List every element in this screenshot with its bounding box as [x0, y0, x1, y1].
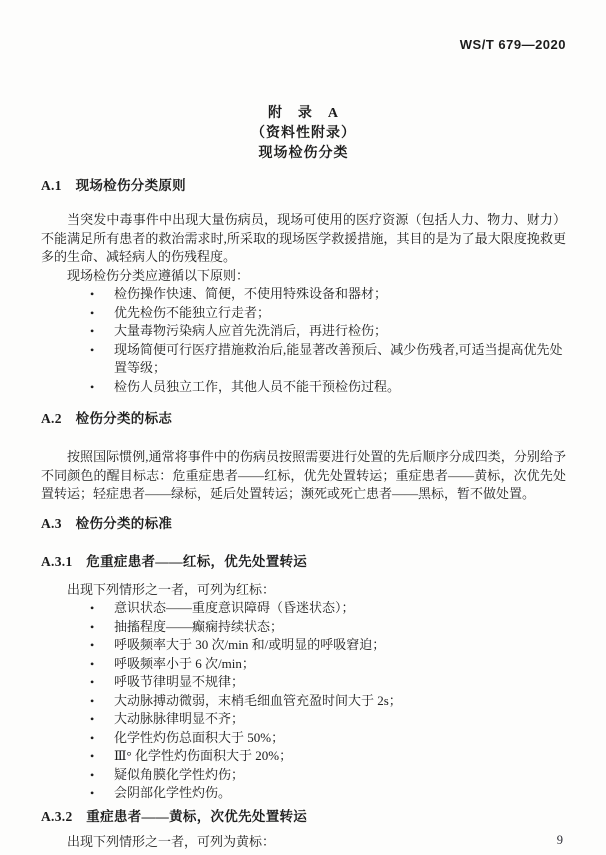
bullet-icon: •: [90, 305, 95, 320]
list-item-text: 抽搐程度——癫痫持续状态；: [114, 618, 284, 634]
list-item-text: 大动脉脉律明显不齐；: [114, 711, 245, 726]
bullet-icon: •: [90, 379, 95, 394]
list-item-text: 呼吸节律明显不规律；: [114, 674, 245, 689]
page-number: 9: [556, 833, 563, 847]
list-item-text: 检伤人员独立工作，其他人员不能干预检伤过程。: [114, 378, 401, 394]
list-item-text: 检伤操作快速、简便，不使用特殊设备和器材；: [114, 286, 388, 301]
section-heading-a1: A.1 现场检伤分类原则: [41, 178, 186, 193]
bullet-icon: •: [90, 619, 95, 634]
section-heading-a31: A.3.1 危重症患者——红标，优先处置转运: [41, 553, 308, 569]
section-a1-principles-intro: 现场检伤分类应遵循以下原则：: [67, 267, 250, 283]
bullet-icon: •: [90, 767, 95, 782]
appendix-title-block: [41, 104, 566, 164]
bullet-icon: •: [90, 601, 95, 615]
section-a31-bullet-list: [41, 599, 566, 803]
list-item: [41, 747, 566, 766]
appendix-title-line3: 现场检伤分类: [258, 146, 349, 161]
list-item: [41, 618, 566, 637]
list-item: [41, 655, 566, 674]
section-a32-intro: 出现下列情形之一者，可列为黄标：: [67, 833, 276, 849]
list-item: [41, 784, 566, 803]
list-item-text: 会阴部化学性灼伤。: [114, 785, 232, 800]
section-a2-paragraph: 按照国际惯例,通常将事件中的伤病员按照需要进行处置的先后顺序分成四类，分别给予不同颜色的醒目标志：危重症患者——红标，优先处置转运；重症患者——黄标，次优先处置转运；轻症患者——绿标，延后处置转运；濒死或死亡患者——黑标，暂不做处置。: [41, 449, 566, 501]
list-item-text: 大量毒物污染病人应首先洗消后，再进行检伤；: [114, 323, 388, 338]
list-item: [41, 710, 566, 729]
section-a1-paragraph: 当突发中毒事件中出现大量伤病员，现场可使用的医疗资源（包括人力、物力、财力）不能满足所有患者的救治需求时,所采取的现场医学救援措施，其目的是为了最大限度挽救更多的生命、减轻病人的伤残程度。: [41, 212, 566, 264]
list-item: [41, 304, 566, 323]
appendix-title-line2: （资料性附录）: [251, 126, 356, 141]
bullet-icon: •: [90, 342, 95, 357]
list-item-text: 意识状态——重度意识障碍（昏迷状态）；: [114, 600, 355, 615]
bullet-icon: •: [90, 693, 95, 708]
section-a31-intro: 出现下列情形之一者，可列为红标：: [67, 581, 276, 597]
list-item: [41, 285, 566, 304]
list-item-text: 化学性灼伤总面积大于 50%；: [114, 729, 285, 745]
list-item: [41, 692, 566, 711]
bullet-icon: •: [90, 730, 95, 745]
list-item: [41, 766, 566, 785]
bullet-icon: •: [90, 712, 95, 726]
list-item-text: Ⅲ° 化学性灼伤面积大于 20%；: [114, 748, 293, 763]
section-heading-a2: A.2 检伤分类的标志: [41, 411, 173, 426]
list-item-text: 疑似角膜化学性灼伤；: [114, 766, 245, 782]
standard-number: WS/T 679—2020: [459, 37, 566, 52]
list-item: [41, 673, 566, 692]
bullet-icon: •: [90, 324, 95, 338]
bullet-icon: •: [90, 675, 95, 689]
section-heading-a3: A.3 检伤分类的标准: [41, 515, 173, 531]
list-item: [41, 341, 566, 378]
bullet-icon: •: [90, 786, 95, 800]
list-item: [41, 636, 566, 655]
bullet-icon: •: [90, 749, 95, 763]
bullet-icon: •: [90, 656, 95, 671]
list-item-text: 呼吸频率大于 30 次/min 和/或明显的呼吸窘迫；: [114, 637, 386, 652]
bullet-icon: •: [90, 638, 95, 652]
bullet-icon: •: [90, 287, 95, 301]
list-item-text: 大动脉搏动微弱，末梢毛细血管充盈时间大于 2s；: [114, 692, 402, 708]
list-item-text: 优先检伤不能独立行走者；: [114, 304, 271, 320]
section-a1-bullet-list: [41, 285, 566, 396]
section-heading-a32: A.3.2 重症患者——黄标，次优先处置转运: [41, 808, 308, 824]
list-item: [41, 322, 566, 341]
list-item-text: 现场简便可行医疗措施救治后,能显著改善预后、减少伤残者,可适当提高优先处置等级；: [114, 341, 563, 375]
appendix-title-line1: 附 录 A: [267, 106, 340, 121]
list-item-text: 呼吸频率小于 6 次/min；: [114, 655, 255, 671]
list-item: [41, 599, 566, 618]
list-item: [41, 378, 566, 397]
list-item: [41, 729, 566, 748]
